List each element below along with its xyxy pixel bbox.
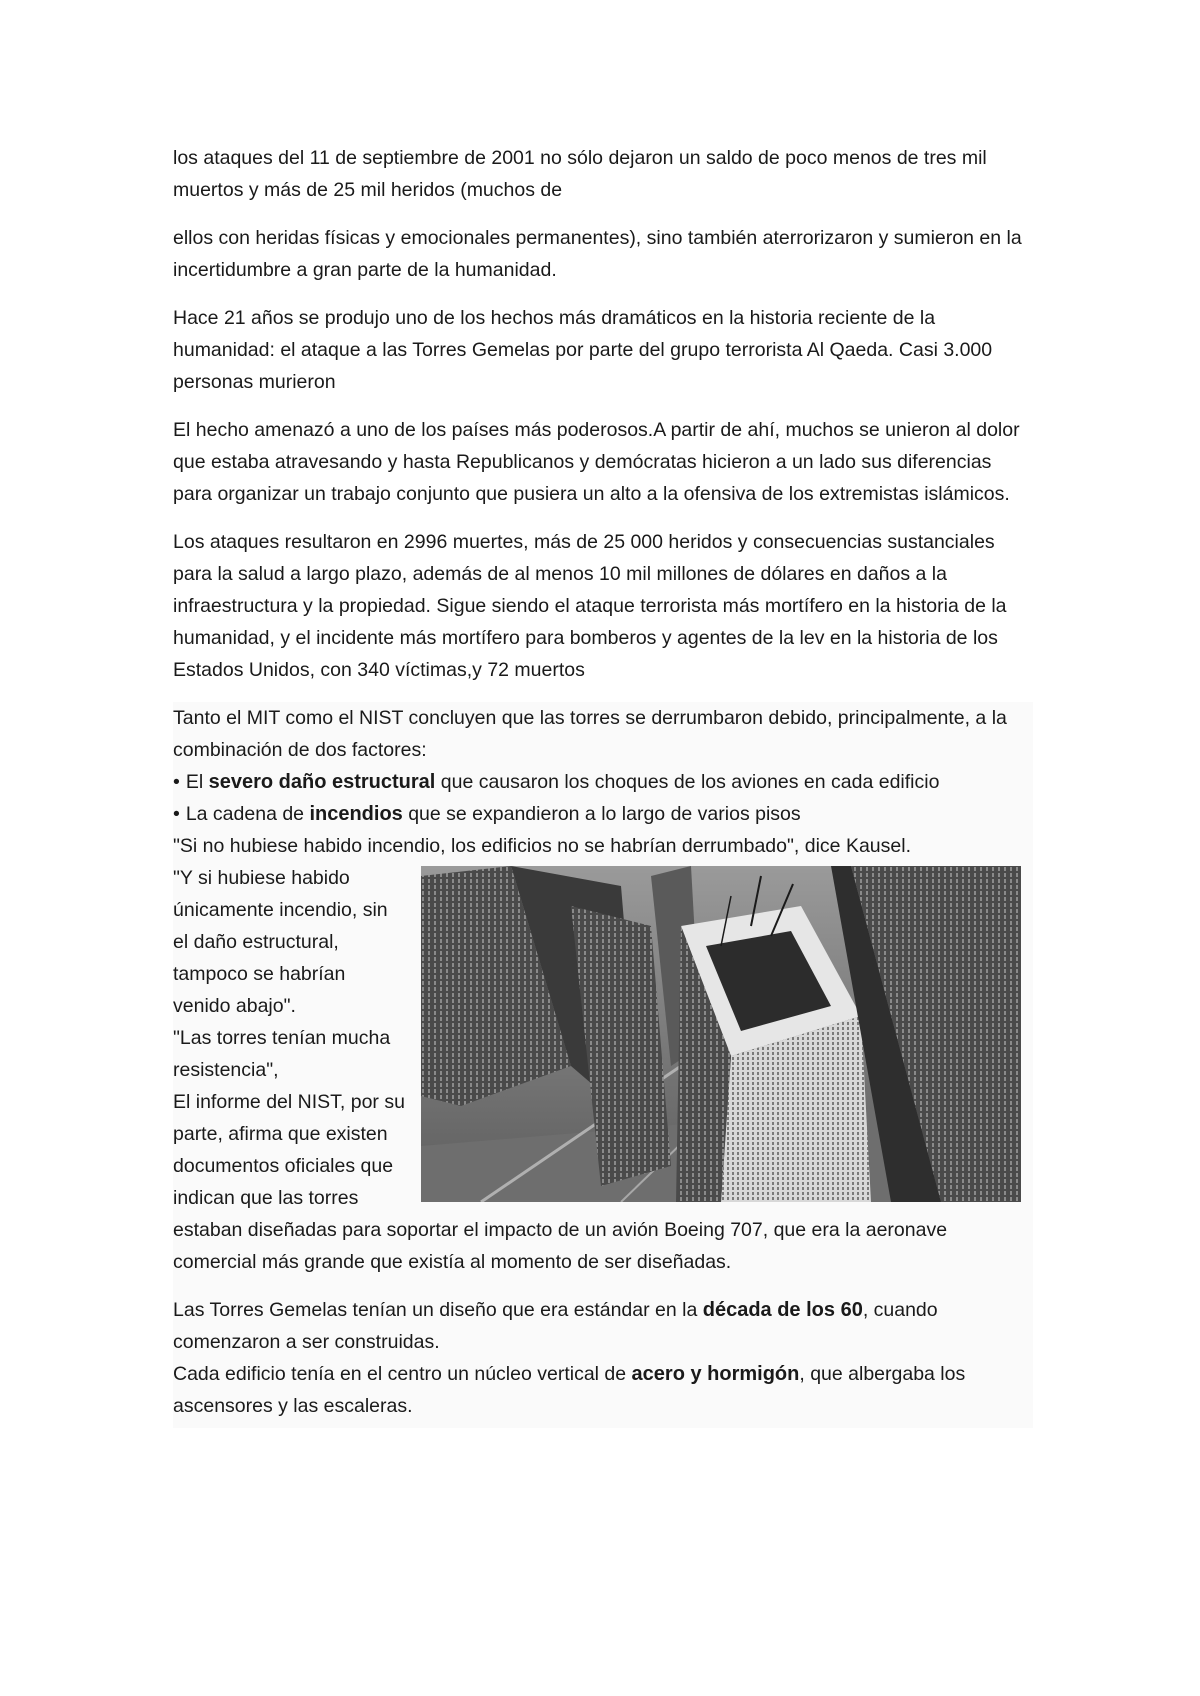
decade-emphasis: década de los 60 bbox=[702, 1299, 863, 1321]
paragraph-4: El hecho amenazó a uno de los países más poderosos.A partir de ahí, muchos se unieron al dolor que estaba atravesando y hasta Republicanos y demócratas hicieron a un lado sus diferencias para organizar un trabajo conjunto que pusiera un alto a la ofensiva de los extremistas islámicos. bbox=[173, 419, 1020, 505]
paragraph-3: Hace 21 años se produjo uno de los hechos más dramáticos en la historia reciente de la humanidad: el ataque a las Torres Gemelas por parte del grupo terrorista Al Qaeda. Casi 3.000 personas murieron bbox=[173, 307, 993, 393]
collapse-section bbox=[173, 702, 1033, 1428]
paragraph-1: los ataques del 11 de septiembre de 2001 no sólo dejaron un saldo de poco menos de tres mil muertos y más de 25 mil heridos (muchos de bbox=[173, 147, 987, 201]
design-paragraph: Las Torres Gemelas tenían un diseño que era estándar en la década de los 60, cuando comenzaron a ser construidas. bbox=[173, 1299, 938, 1353]
document-body bbox=[173, 142, 1033, 1428]
paragraph-2: ellos con heridas físicas y emocionales permanentes), sino también aterrorizaron y sumieron en la incertidumbre a gran parte de la humanidad. bbox=[173, 227, 1022, 281]
bullet-2-emphasis: incendios bbox=[309, 803, 403, 825]
paragraph-5: Los ataques resultaron en 2996 muertes, más de 25 000 heridos y consecuencias sustanciales para la salud a largo plazo, además de al menos 10 mil millones de dólares en daños a la infraestructura y la propiedad. Sigue siendo el ataque terrorista más mortífero en la historia de la humanidad, y el incidente más mortífero para bomberos y agentes de la lev en la historia de los Estados Unidos, con 340 víctimas,y 72 muertos bbox=[173, 531, 1007, 681]
towers-photo bbox=[421, 866, 1021, 1202]
bullet-icon: • bbox=[173, 771, 180, 793]
bullet-item-2: • La cadena de incendios que se expandieron a lo largo de varios pisos bbox=[173, 803, 801, 825]
bullet-icon: • bbox=[173, 803, 180, 825]
core-paragraph: Cada edificio tenía en el centro un núcleo vertical de acero y hormigón, que albergaba los ascensores y las escaleras. bbox=[173, 1363, 966, 1417]
quote-resistance: "Las torres tenían mucha resistencia", bbox=[173, 1027, 391, 1081]
bullet-item-1: • El severo daño estructural que causaron los choques de los aviones en cada edificio bbox=[173, 771, 940, 793]
quote-kausel: "Si no hubiese habido incendio, los edificios no se habrían derrumbado", dice Kausel. bbox=[173, 835, 911, 857]
photo-aerial-towers-icon bbox=[421, 866, 1021, 1202]
bullet-1-emphasis: severo daño estructural bbox=[208, 771, 436, 793]
section-intro: Tanto el MIT como el NIST concluyen que las torres se derrumbaron debido, principalmente, a la combinación de dos factores: bbox=[173, 707, 1007, 761]
quote-fire: "Y si hubiese habido únicamente incendio, sin el daño estructural, tampoco se habrían venido abajo". bbox=[173, 867, 388, 1017]
nist-report: El informe del NIST, por su parte, afirma que existen documentos oficiales que indican que las torres estaban diseñadas para soportar el impacto de un avión Boeing 707, que era la aeronave comercial más grande que existía al momento de ser diseñadas. bbox=[173, 1091, 948, 1273]
steel-concrete-emphasis: acero y hormigón bbox=[631, 1363, 800, 1385]
